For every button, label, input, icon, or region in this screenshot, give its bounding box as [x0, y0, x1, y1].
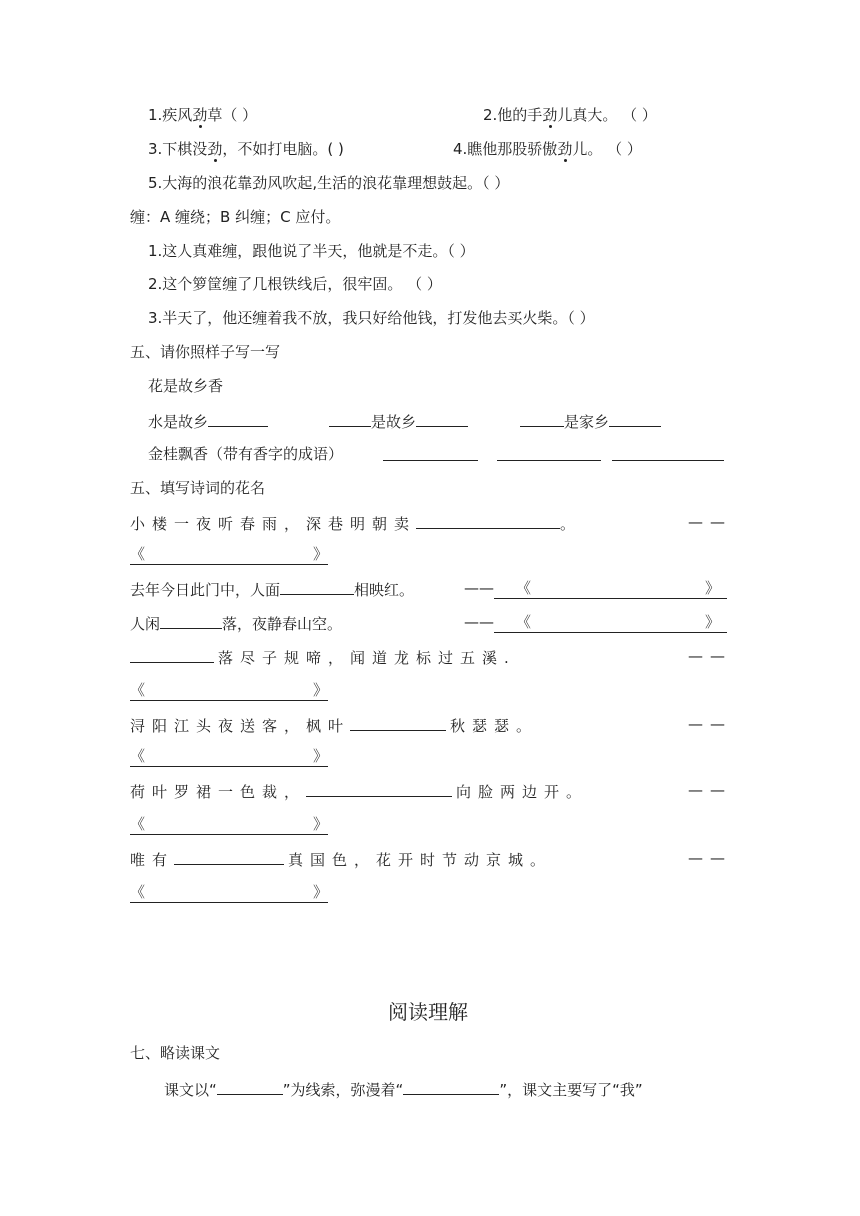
- source-blank[interactable]: 《 》: [130, 681, 329, 699]
- blank[interactable]: [217, 1078, 283, 1095]
- poem-5-dash: ——: [688, 715, 732, 733]
- poem-7-source: [130, 882, 328, 903]
- poem-5-source: [130, 746, 328, 767]
- source-blank[interactable]: 《 》: [130, 883, 329, 901]
- poem-1-dash: ——: [688, 513, 732, 531]
- blank[interactable]: [280, 578, 354, 595]
- poem-2: 去年今日此门中，人面 相映红。: [130, 578, 414, 600]
- jin-item-4: 4.瞧他那股骄傲劲儿。 （ ）: [453, 140, 642, 158]
- poem-7: 唯有 真国色，花开时节动京城。: [130, 848, 552, 870]
- chan-item-2: 2.这个箩筐缠了几根铁线后，很牢固。 （ ）: [148, 275, 442, 293]
- blank[interactable]: [306, 780, 452, 797]
- blank[interactable]: [130, 646, 214, 663]
- section-title-imitate: 五、请你照样子写一写: [130, 343, 281, 361]
- source-blank[interactable]: 《 》: [494, 612, 727, 633]
- poem-4: 落尽子规啼，闻道龙标过五溪.: [130, 646, 516, 668]
- poem-6: 荷叶罗裙一色裁， 向脸两边开。: [130, 780, 588, 802]
- poem-7-dash: ——: [688, 849, 732, 867]
- blank[interactable]: [609, 410, 661, 427]
- blank[interactable]: [520, 410, 564, 427]
- jin-item-5: 5.大海的浪花靠劲风吹起,生活的浪花靠理想鼓起。（ ）: [148, 174, 510, 192]
- jin-item-1: 1.疾风劲草（ ）: [148, 106, 258, 124]
- poem-6-source: [130, 814, 328, 835]
- poem-2-source: —— 《 》: [464, 578, 727, 599]
- poem-4-dash: ——: [688, 647, 732, 665]
- source-blank[interactable]: 《 》: [130, 815, 329, 833]
- poem-3-source: —— 《 》: [464, 612, 727, 633]
- blank[interactable]: [208, 410, 268, 427]
- imitate-row-1: 水是故乡: [148, 410, 268, 432]
- source-blank[interactable]: 《 》: [494, 578, 727, 599]
- chan-header: 缠：A 缠绕；B 纠缠；C 应付。: [130, 208, 341, 226]
- poem-3: 人闲 落，夜静春山空。: [130, 612, 342, 634]
- poem-5: 浔阳江头夜送客，枫叶 秋瑟瑟。: [130, 714, 538, 736]
- chan-item-3: 3.半天了，他还缠着我不放，我只好给他钱，打发他去买火柴。（ ）: [148, 309, 595, 327]
- poem-1: 小楼一夜听春雨，深巷明朝卖 。: [130, 512, 575, 534]
- poem-1-source: [130, 544, 328, 565]
- blank[interactable]: [403, 1078, 499, 1095]
- blank[interactable]: [383, 444, 478, 461]
- blank[interactable]: [329, 410, 371, 427]
- idiom-blanks: [383, 444, 724, 466]
- blank[interactable]: [174, 848, 284, 865]
- chan-item-1: 1.这人真难缠，跟他说了半天，他就是不走。（ ）: [148, 242, 475, 260]
- imitate-row-2: 金桂飘香（带有香字的成语）: [148, 445, 344, 463]
- blank[interactable]: [416, 512, 560, 529]
- jin-item-2: 2.他的手劲儿真大。 （ ）: [483, 106, 657, 124]
- source-blank[interactable]: 《 》: [130, 545, 329, 563]
- imitate-row-1c: 是家乡: [520, 410, 661, 432]
- section-title-poem: 五、填写诗词的花名: [130, 479, 266, 497]
- poem-6-dash: ——: [688, 781, 732, 799]
- blank[interactable]: [497, 444, 601, 461]
- blank[interactable]: [160, 612, 222, 629]
- reading-line: 课文以“ ”为线索，弥漫着“ ”，课文主要写了“我”: [164, 1078, 643, 1100]
- imitate-row-1b: 是故乡: [329, 410, 468, 432]
- imitate-example: 花是故乡香: [148, 377, 224, 395]
- blank[interactable]: [350, 714, 446, 731]
- source-blank[interactable]: 《 》: [130, 747, 329, 765]
- poem-4-source: [130, 680, 328, 701]
- reading-heading: 阅读理解: [388, 1000, 468, 1024]
- section-title-reading: 七、略读课文: [130, 1044, 221, 1062]
- jin-item-3: 3.下棋没劲，不如打电脑。( ): [148, 140, 344, 158]
- blank[interactable]: [416, 410, 468, 427]
- blank[interactable]: [612, 444, 724, 461]
